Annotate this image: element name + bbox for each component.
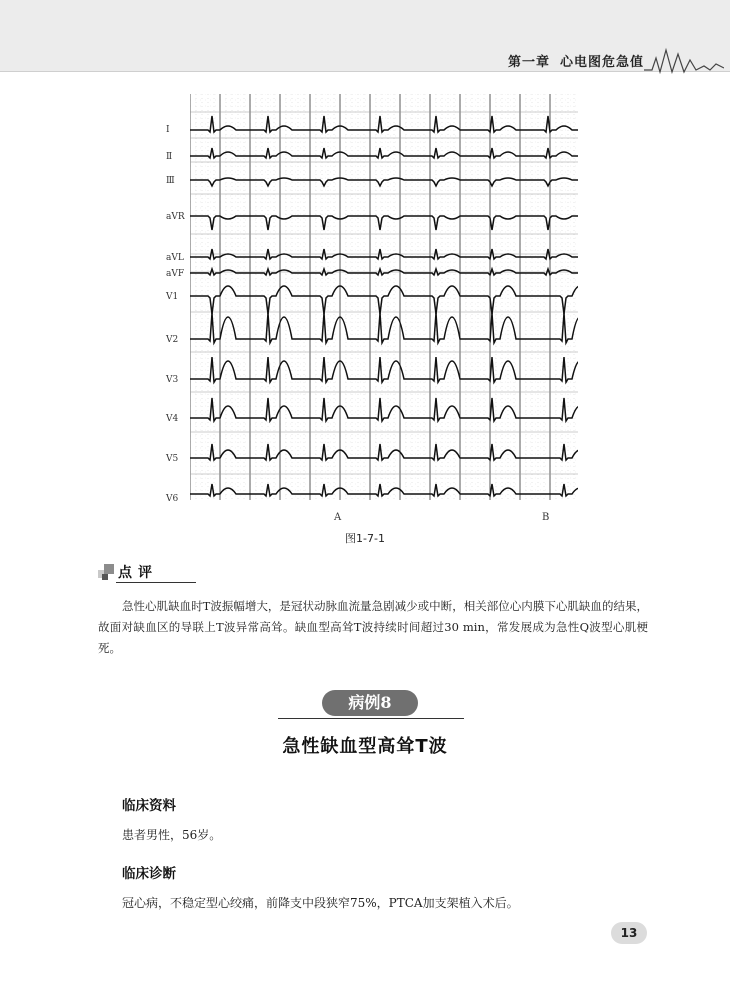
lead-label-aVR: aVR	[166, 212, 185, 222]
lead-label-V5: V5	[166, 454, 179, 464]
page-header	[0, 0, 730, 72]
ecg-figure	[166, 92, 582, 526]
comment-paragraph: 急性心肌缺血时T波振幅增大，是冠状动脉血流量急剧减少或中断，相关部位心内膜下心肌缺血的结果，故面对缺血区的导联上T波异常高耸。缺血型高耸T波持续时间超过30 min，常发展成为急性Q波型心肌梗死。	[98, 599, 648, 655]
chapter-number: 第一章	[507, 55, 550, 70]
lead-label-V3: V3	[166, 375, 179, 385]
heading-square-icon	[104, 564, 114, 574]
ecg-tracing	[190, 94, 578, 500]
comment-heading-text: 点评	[118, 565, 158, 581]
clinical-diagnosis-heading: 临床诊断	[122, 866, 176, 882]
lead-label-V2: V2	[166, 335, 179, 345]
case-title: 急性缺血型高耸T波	[282, 736, 448, 757]
heading-square-icon	[102, 574, 108, 580]
marker-label-a: A	[334, 512, 342, 523]
figure-caption: 图1-7-1	[345, 532, 385, 545]
heading-underline	[116, 582, 196, 583]
lead-label-V4: V4	[166, 414, 179, 424]
lead-label-V6: V6	[166, 494, 179, 504]
clinical-diagnosis-text: 冠心病，不稳定型心绞痛，前降支中段狭窄75%，PTCA加支架植入术后。	[122, 896, 519, 910]
case-divider	[278, 718, 464, 719]
lead-label-II: Ⅱ	[166, 152, 173, 162]
lead-label-V1: V1	[166, 292, 179, 302]
clinical-data-heading: 临床资料	[122, 798, 176, 814]
lead-label-aVF: aVF	[166, 269, 185, 279]
ecg-wave-icon	[644, 44, 724, 74]
comment-heading	[98, 560, 198, 584]
page-number: 13	[611, 922, 647, 944]
chapter-title: 心电图危急值	[559, 55, 644, 70]
clinical-data-text: 患者男性，56岁。	[122, 828, 222, 842]
marker-label-b: B	[542, 512, 550, 523]
chapter-heading	[508, 51, 644, 70]
lead-label-I: Ⅰ	[166, 125, 170, 135]
lead-label-III: Ⅲ	[166, 176, 175, 186]
case-badge: 病例8	[322, 690, 418, 716]
lead-label-aVL: aVL	[166, 253, 184, 263]
